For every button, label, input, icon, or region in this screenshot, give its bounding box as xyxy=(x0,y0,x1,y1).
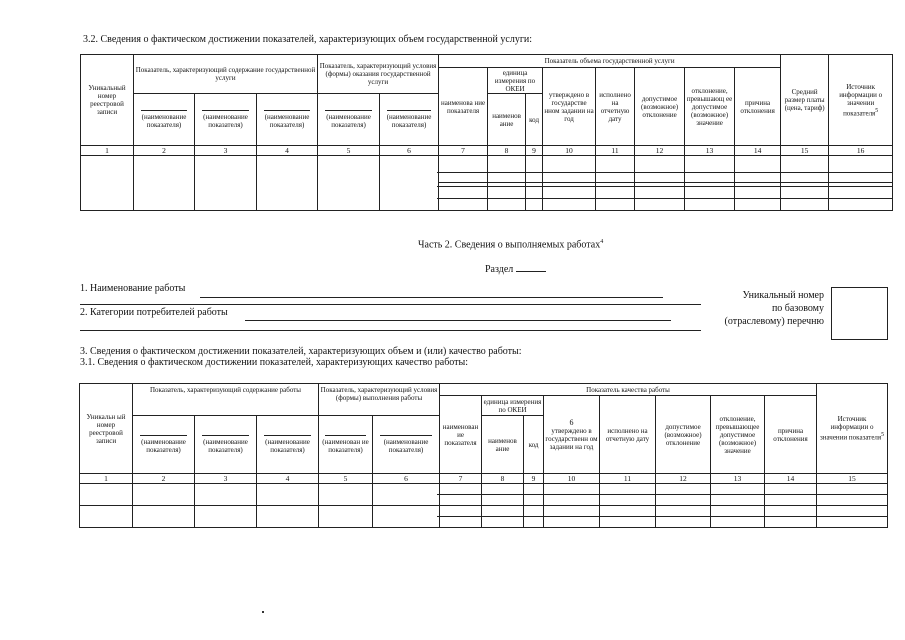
table-row xyxy=(81,156,893,183)
col-content-1: (наименование показателя) xyxy=(133,416,195,474)
col-unit-name: наименов ание xyxy=(482,416,524,474)
col-unique-number: Уникальный номер реестровой записи xyxy=(81,55,134,146)
quality-table xyxy=(79,383,888,528)
col-content-3: (наименование показателя) xyxy=(257,416,319,474)
part2-title: Часть 2. Сведения о выполняемых работах$^4$ xyxy=(418,239,604,251)
col-condition-2: (наименование показателя) xyxy=(380,94,439,146)
volume-table xyxy=(80,54,893,211)
col-unit-name: наименов ание xyxy=(488,94,526,146)
col-approved: 6 утверждено в государственн ом задании на год xyxy=(544,396,600,474)
section-label: Раздел xyxy=(485,261,546,276)
table-numbers-row: 1 2 3 4 5 6 7 8 9 10 11 12 13 14 15 16 xyxy=(81,146,893,156)
col-source: Источник информации о значении показателя$^5$ xyxy=(817,384,888,474)
col-content-2: (наименование показателя) xyxy=(195,94,257,146)
section-3-2-heading: 3.2. Сведения о фактическом достижении показателей, характеризующих объем государственной услуги: xyxy=(83,34,533,45)
col-unit-code: код xyxy=(524,416,544,474)
work-name-line[interactable] xyxy=(200,297,663,298)
col-content-3: (наименование показателя) xyxy=(257,94,318,146)
col-indicator-name: наименован ие показателя xyxy=(440,396,482,474)
col-unique-number: Уникальн ый номер реестровой записи xyxy=(80,384,133,474)
col-group-quality: Показатель качества работы xyxy=(440,384,817,396)
consumers-line[interactable] xyxy=(245,320,671,321)
section-number-line[interactable] xyxy=(516,261,546,272)
col-allowed-deviation: допустимое (возможное) отклонение xyxy=(635,68,685,146)
unique-number-box[interactable] xyxy=(831,287,888,340)
col-allowed-deviation: допустимое (возможное) отклонение xyxy=(656,396,711,474)
col-group-conditions: Показатель, характеризующий условия (формы) выполнения работы xyxy=(319,384,440,416)
col-condition-1: (наименование показателя) xyxy=(318,94,380,146)
col-group-conditions: Показатель, характеризующий условия (формы) оказания государственной услуги xyxy=(318,55,439,94)
stray-dot xyxy=(262,611,264,613)
col-group-content: Показатель, характеризующий содержание государственной услуги xyxy=(134,55,318,94)
unique-number-label: Уникальный номер по базовому (отраслевому) перечню xyxy=(724,290,824,327)
col-source: Источник информации о значении показателя$^5$ xyxy=(829,55,893,146)
col-average-fee: Средний размер платы (цена, тариф) xyxy=(781,55,829,146)
table-numbers-row: 1 2 3 4 5 6 7 8 9 10 11 12 13 14 15 xyxy=(80,474,888,484)
section-3-1-heading: 3.1. Сведения о фактическом достижении показателей, характеризующих качество работы: xyxy=(80,357,469,368)
col-unit-code: код xyxy=(526,94,543,146)
col-condition-1: (наименован ие показателя) xyxy=(319,416,373,474)
col-group-content: Показатель, характеризующий содержание работы xyxy=(133,384,319,416)
section-3-heading: 3. Сведения о фактическом достижении показателей, характеризующих объем и (или) качество работы: xyxy=(80,346,522,357)
col-content-2: (наименование показателя) xyxy=(195,416,257,474)
col-executed: исполнено на отчетную дату xyxy=(596,68,635,146)
col-approved: утверждено в государстве нном задании на год xyxy=(543,68,596,146)
col-executed: исполнено на отчетную дату xyxy=(600,396,656,474)
col-indicator-name: наименова ние показателя xyxy=(439,68,488,146)
col-deviation-reason: причина отклонения xyxy=(765,396,817,474)
col-exceeding-deviation: отклонение, превышающ ее допустимое (возможное) значение xyxy=(685,68,735,146)
col-group-volume: Показатель объема государственной услуги xyxy=(439,55,781,68)
col-condition-2: (наименование показателя) xyxy=(373,416,440,474)
col-content-1: (наименование показателя) xyxy=(134,94,195,146)
col-deviation-reason: причина отклонения xyxy=(735,68,781,146)
consumers-label: 2. Категории потребителей работы xyxy=(80,307,228,318)
col-group-unit: единица измерения по ОКЕИ xyxy=(482,396,544,416)
col-exceeding-deviation: отклонение, превышающее допустимое (возможное) значение xyxy=(711,396,765,474)
col-group-unit: единица измерения по ОКЕИ xyxy=(488,68,543,94)
work-name-label: 1. Наименование работы xyxy=(80,283,186,294)
